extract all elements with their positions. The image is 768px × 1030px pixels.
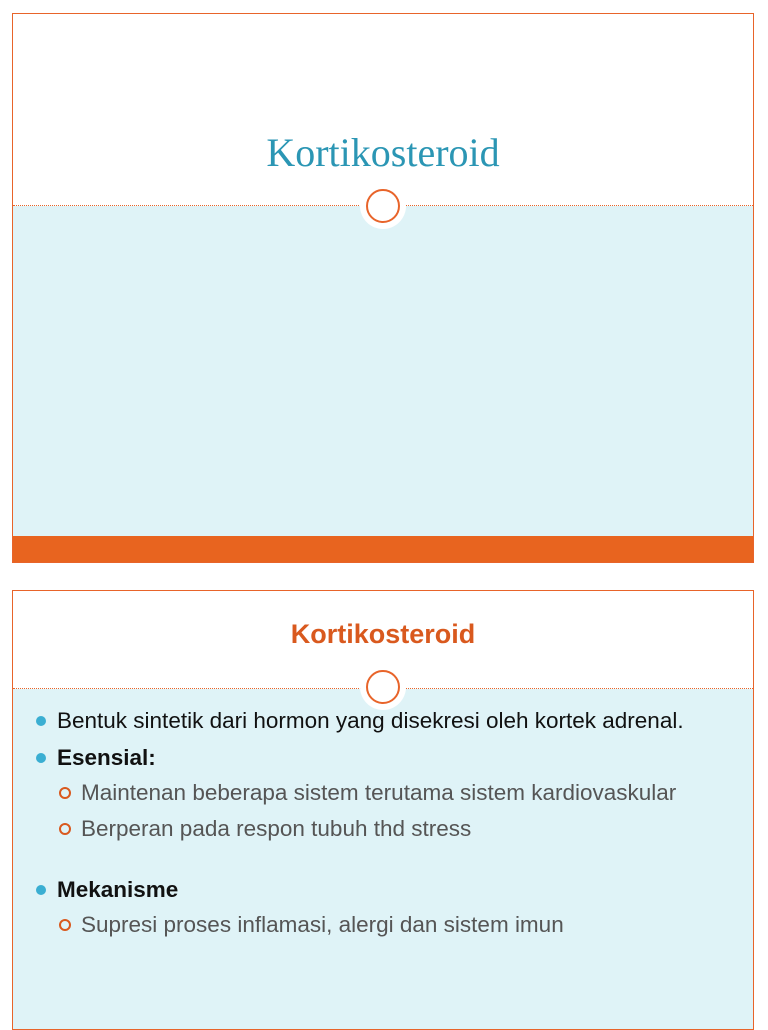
slide-content-area [13, 206, 753, 562]
slide-title-area [13, 14, 753, 206]
bullet-dot-icon [36, 885, 46, 895]
bullet-list [35, 705, 713, 946]
bullet-dot-icon [36, 716, 46, 726]
sub-bullet-text: Berperan pada respon tubuh thd stress [81, 816, 472, 841]
sub-bullet-text: Supresi proses inflamasi, alergi dan sistem imun [81, 912, 564, 937]
list-item [35, 742, 713, 844]
sub-list-item [57, 909, 713, 940]
ring-bullet-icon [59, 787, 71, 799]
ring-bullet-icon [59, 919, 71, 931]
sub-bullet-text: Maintenan beberapa sistem terutama sistem kardiovaskular [81, 780, 677, 805]
bullet-text: Esensial: [57, 745, 156, 770]
sub-list-item [57, 777, 713, 808]
content-slide [12, 590, 754, 1030]
bullet-dot-icon [36, 753, 46, 763]
slide-title: Kortikosteroid [266, 130, 500, 175]
bullet-text: Mekanisme [57, 877, 179, 902]
list-item [35, 705, 713, 736]
sub-bullet-list [57, 777, 713, 844]
ring-bullet-icon [59, 823, 71, 835]
accent-bar [13, 536, 753, 562]
bullet-text: Bentuk sintetik dari hormon yang disekresi oleh kortek adrenal. [57, 708, 684, 733]
slide-heading: Kortikosteroid [290, 619, 476, 649]
title-slide [12, 13, 754, 563]
list-item [35, 874, 713, 940]
circle-ornament-icon [364, 668, 402, 706]
sub-list-item [57, 813, 713, 844]
circle-ornament-icon [364, 187, 402, 225]
sub-bullet-list [57, 909, 713, 940]
